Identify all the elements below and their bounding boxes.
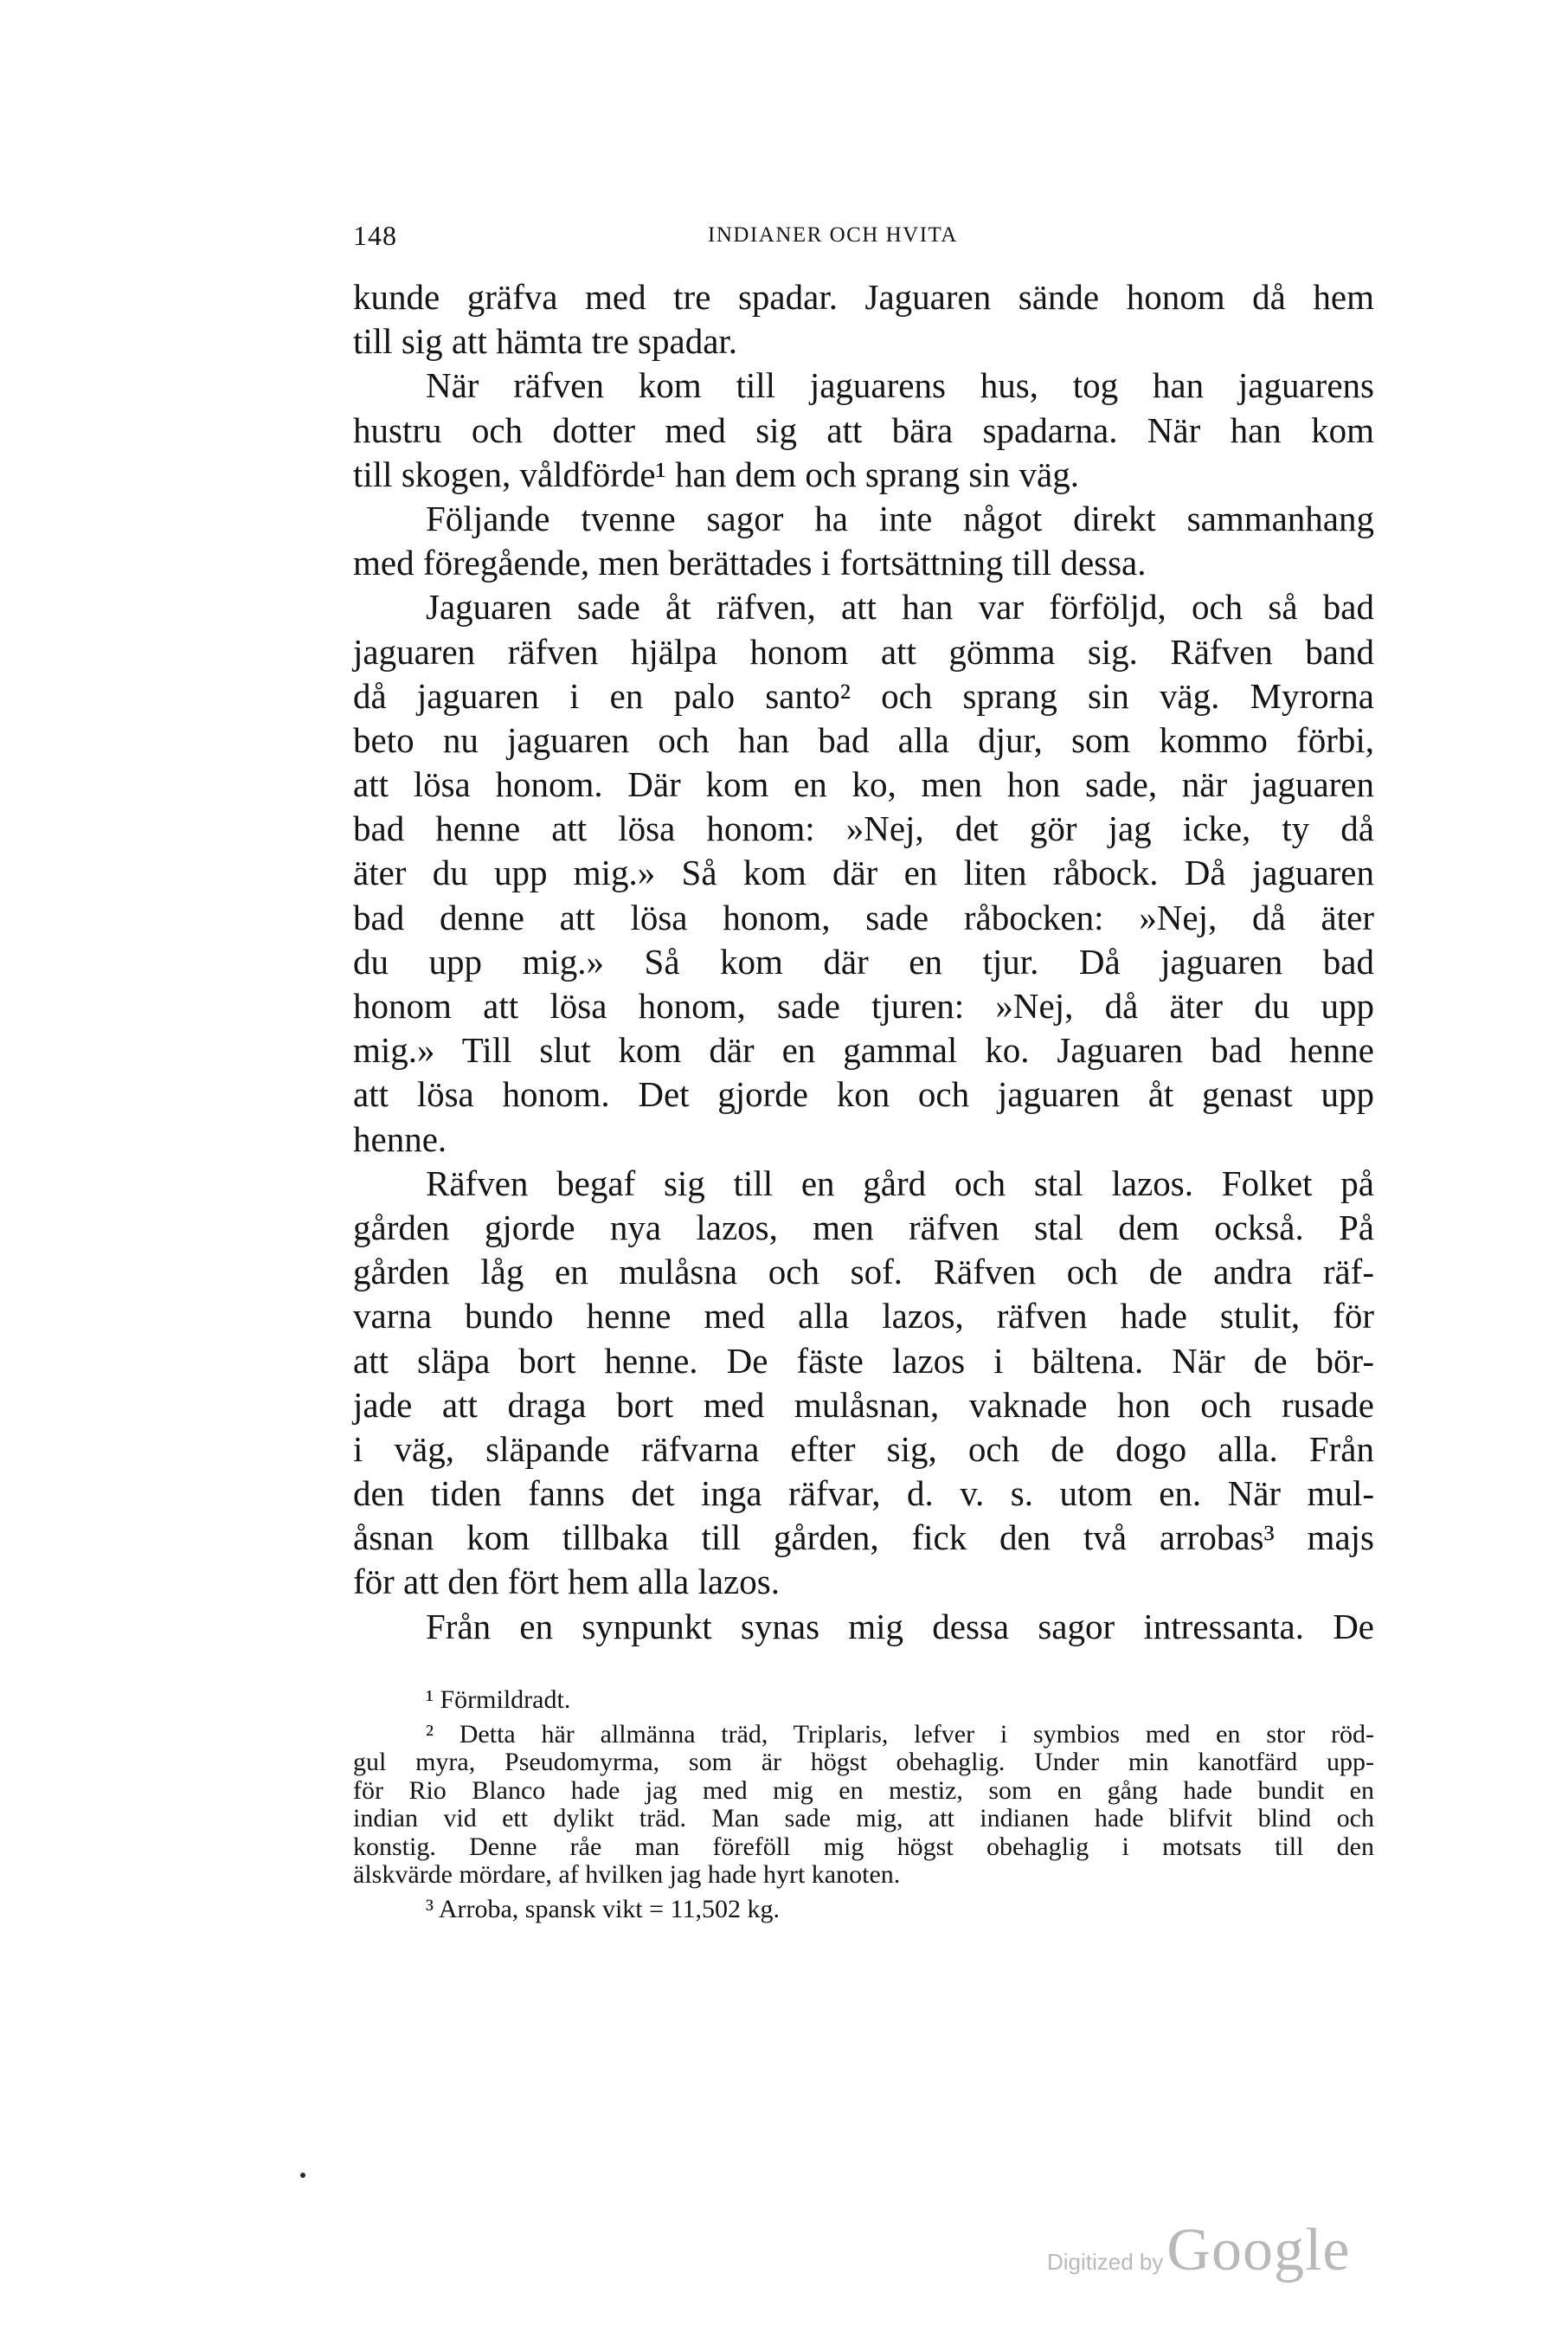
text-line: att lösa honom. Det gjorde kon och jaguaren åt genast upp [353, 1074, 1374, 1115]
text-line: till sig att hämta tre spadar. [353, 321, 738, 362]
footnote-1 [353, 1686, 1374, 1715]
text-line: Från en synpunkt synas mig dessa sagor intressanta. De [426, 1606, 1374, 1646]
text-line: Räfven begaf sig till en gård och stal lazos. Folket på [426, 1163, 1374, 1203]
text-line: med föregående, men berättades i fortsättning till dessa. [353, 543, 1147, 583]
text-line: henne. [353, 1118, 447, 1159]
text-line: till skogen, våldförde¹ han dem och sprang sin väg. [353, 454, 1079, 494]
stray-ink-dot [300, 2173, 305, 2178]
watermark-prefix: Digitized by [1047, 2249, 1164, 2275]
footnote-3 [353, 1896, 1374, 1924]
text-line: mig.» Till slut kom där en gammal ko. Jaguaren bad henne [353, 1030, 1374, 1071]
text-line: åsnan kom tillbaka till gården, fick den två arrobas³ majs [353, 1517, 1374, 1558]
footnote-line: älskvärde mördare, af hvilken jag hade hyrt kanoten. [353, 1860, 901, 1889]
text-line: När räfven kom till jaguarens hus, tog han jaguarens [426, 365, 1374, 406]
text-line: att släpa bort henne. De fäste lazos i bältena. När de bör- [353, 1340, 1374, 1381]
text-line: den tiden fanns det inga räfvar, d. v. s. utom en. När mul- [353, 1473, 1374, 1514]
footnote-line: ³ Arroba, spansk vikt = 11,502 kg. [426, 1894, 780, 1923]
google-logo: Google [1166, 2217, 1351, 2283]
footnote-line: ² Detta här allmänna träd, Triplaris, lefver i symbios med en stor röd- [426, 1719, 1374, 1749]
footnote-line: ¹ Förmildradt. [426, 1685, 571, 1714]
footnote-line: konstig. Denne råe man föreföll mig högst obehaglig i motsats till den [353, 1832, 1374, 1861]
text-line: du upp mig.» Så kom där en tjur. Då jaguaren bad [353, 941, 1374, 982]
running-title: INDIANER OCH HVITA [708, 223, 958, 247]
text-line: beto nu jaguaren och han bad alla djur, som kommo förbi, [353, 719, 1374, 760]
footnote-2 [353, 1721, 1374, 1890]
running-head [353, 218, 1374, 253]
text-line: hustru och dotter med sig att bära spadarna. När han kom [353, 409, 1374, 450]
text-line: gården låg en mulåsna och sof. Räfven och de andra räf- [353, 1252, 1374, 1292]
footnote-line: indian vid ett dylikt träd. Man sade mig, att indianen hade blifvit blind och [353, 1804, 1374, 1832]
text-line: jade att draga bort med mulåsnan, vaknade hon och rusade [353, 1384, 1374, 1425]
text-line: kunde gräfva med tre spadar. Jaguaren sände honom då hem [353, 277, 1374, 317]
footnotes [353, 1686, 1374, 1923]
text-line: i väg, släpande räfvarna efter sig, och de dogo alla. Från [353, 1428, 1374, 1469]
text-line: bad henne att lösa honom: »Nej, det gör jag icke, ty då [353, 808, 1374, 849]
text-line: äter du upp mig.» Så kom där en liten råbock. Då jaguaren [353, 853, 1374, 893]
page-number: 148 [353, 220, 397, 251]
text-line: varna bundo henne med alla lazos, räfven hade stulit, för [353, 1296, 1374, 1336]
text-line: bad denne att lösa honom, sade råbocken: »Nej, då äter [353, 897, 1374, 937]
text-line: Följande tvenne sagor ha inte något direkt sammanhang [426, 498, 1374, 538]
text-line: då jaguaren i en palo santo² och sprang sin väg. Myrorna [353, 675, 1374, 716]
footnote-line: gul myra, Pseudomyrma, som är högst obehaglig. Under min kanotfärd upp- [353, 1748, 1374, 1776]
body-text [353, 275, 1374, 1649]
text-line: Jaguaren sade åt räfven, att han var förföljd, och så bad [426, 587, 1374, 628]
text-line: jaguaren räfven hjälpa honom att gömma sig. Räfven band [353, 631, 1374, 672]
text-line: för att den fört hem alla lazos. [353, 1562, 780, 1602]
text-line: gården gjorde nya lazos, men räfven stal dem också. På [353, 1207, 1374, 1247]
text-line: honom att lösa honom, sade tjuren: »Nej, då äter du upp [353, 986, 1374, 1026]
digitization-watermark [1047, 2216, 1350, 2285]
text-line: att lösa honom. Där kom en ko, men hon sade, när jaguaren [353, 764, 1374, 805]
footnote-line: för Rio Blanco hade jag med mig en mestiz, som en gång hade bundit en [353, 1775, 1374, 1805]
